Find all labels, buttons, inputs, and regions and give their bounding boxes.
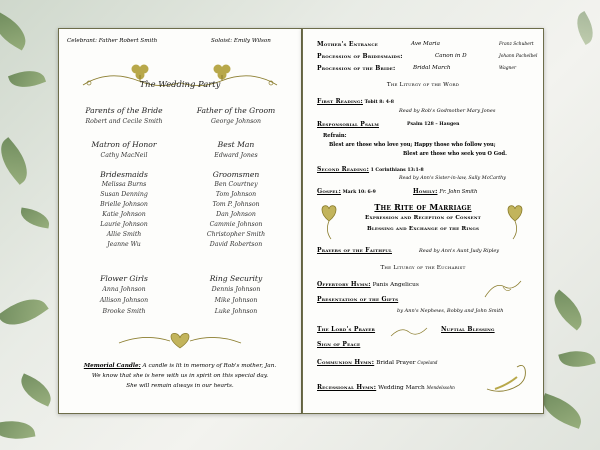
communion — [317, 359, 438, 366]
memorial-line1: A candle is lit in memory of Rob's mother, Jan. — [140, 363, 277, 369]
flower-girls-heading: Flower Girls — [100, 274, 148, 283]
ring-security-name: Mike Johnson — [214, 297, 258, 304]
prayers-label: Prayers of the Faithful — [317, 247, 392, 254]
bridesmaid-name: Allie Smith — [106, 231, 142, 238]
psalm — [317, 121, 379, 128]
bridesmaids-heading: Bridesmaids — [100, 170, 148, 179]
offertory-piece: Panis Angelicus — [372, 282, 419, 288]
celebrant: Celebrant: Father Robert Smith — [67, 38, 158, 44]
communion-piece: Bridal Prayer — [376, 360, 416, 366]
bride-procession-piece: Bridal March — [413, 65, 451, 71]
communion-label: Communion Hymn: — [317, 359, 375, 366]
nuptial-blessing: Nuptial Blessing — [441, 326, 495, 333]
mothers-entrance-composer: Franz Schubert — [499, 42, 534, 47]
rite-title: The Rite of Marriage — [374, 202, 472, 212]
refrain-line1: Blest are those who love you; Happy those who follow you; — [329, 142, 496, 148]
mothers-entrance-piece: Ave Maria — [411, 41, 440, 47]
ring-security-name: Dennis Johnson — [211, 286, 261, 293]
bridesmaid-name: Katie Johnson — [102, 211, 146, 218]
father-groom-name: George Johnson — [211, 118, 261, 125]
groomsman-name: Tom P. Johnson — [212, 201, 260, 208]
groomsman-name: Cammie Johnson — [209, 221, 263, 228]
flower-girl-name: Anna Johnson — [102, 286, 146, 293]
bridesmaid-name: Susan Denning — [100, 191, 148, 198]
wedding-party-title: The Wedding Party — [139, 79, 221, 89]
second-reading-reader: Read by Ann's Sister-in-law, Sally McCarthy — [399, 176, 506, 181]
bride-procession-composer: Wagner — [499, 66, 517, 71]
best-man-name: Edward Jones — [214, 152, 258, 159]
matron-heading: Matron of Honor — [91, 140, 157, 149]
bridesmaid-name: Jeanne Wu — [107, 241, 141, 248]
rite-sub2: Blessing and Exchange of the Rings — [366, 226, 480, 232]
bridesmaid-name: Brielle Johnson — [100, 201, 148, 208]
groomsman-name: Christopher Smith — [206, 231, 266, 238]
gospel — [317, 188, 376, 195]
presentation-by: by Ann's Nephews, Bobby and John Smith — [397, 308, 504, 314]
best-man-heading: Best Man — [217, 140, 255, 149]
liturgy-eucharist-heading: The Liturgy of the Eucharist — [380, 265, 466, 271]
offertory — [317, 281, 419, 288]
matron-name: Cathy MacNeil — [100, 152, 148, 159]
groomsman-name: Dan Johnson — [216, 211, 256, 218]
bell-flourish-icon — [481, 277, 525, 301]
bridesmaid-name: Laurie Johnson — [100, 221, 148, 228]
bridesmaids-procession-composer: Johann Pachelbel — [499, 54, 538, 59]
gospel-label: Gospel: — [317, 188, 341, 195]
lords-prayer: The Lord's Prayer — [317, 326, 376, 333]
recessional — [317, 384, 455, 391]
gospel-ref: Mark 10: 6-9 — [340, 190, 376, 195]
rite-sub1: Expression and Reception of Consent — [365, 215, 481, 221]
celtic-heart-divider — [115, 329, 245, 351]
groomsmen-heading: Groomsmen — [212, 170, 260, 179]
homily-label: Homily: — [413, 188, 438, 195]
flower-girl-name: Brooke Smith — [102, 308, 146, 315]
second-reading-ref: 1 Corinthians 13:1-8 — [369, 168, 424, 173]
parents-bride-names: Robert and Cecile Smith — [85, 118, 163, 125]
bride-procession-label: Procession of the Bride: — [317, 65, 396, 72]
first-reading-label: First Reading: — [317, 98, 363, 105]
sign-of-peace: Sign of Peace — [317, 341, 361, 348]
soloist: Soloist: Emily Wilson — [211, 38, 271, 44]
ring-security-heading: Ring Security — [209, 274, 263, 283]
parents-bride-heading: Parents of the Bride — [85, 106, 163, 115]
dove-flourish-icon — [389, 324, 429, 340]
prayers-faithful — [317, 247, 392, 254]
homily — [413, 188, 477, 195]
groomsman-name: Ben Courtney — [214, 181, 258, 188]
homily-by: Fr. John Smith — [439, 189, 478, 195]
bridesmaids-procession-label: Procession of Bridesmaids: — [317, 53, 403, 60]
second-reading-label: Second Reading: — [317, 166, 370, 173]
groomsman-name: David Robertson — [209, 241, 263, 248]
bridesmaids-procession-piece: Canon in D — [435, 53, 467, 59]
recessional-label: Recessional Hymn: — [317, 384, 377, 391]
presentation-label: Presentation of the Gifts — [317, 296, 399, 303]
refrain-label: Refrain: — [323, 133, 347, 139]
flower-girl-name: Allison Johnson — [99, 297, 149, 304]
memorial-line2: We know that she is here with us in spirit on this special day. — [91, 373, 269, 379]
first-reading-reader: Read by Rob's Godmother Mary Jones — [399, 108, 496, 114]
left-page — [58, 28, 302, 414]
groomsman-name: Tom Johnson — [215, 191, 257, 198]
right-page — [302, 28, 544, 414]
memorial-label: Memorial Candle: — [83, 363, 141, 369]
second-reading — [317, 166, 424, 173]
father-groom-heading: Father of the Groom — [196, 106, 276, 115]
psalm-label: Responsorial Psalm — [317, 121, 379, 128]
presentation — [317, 296, 398, 303]
swan-flourish-icon — [483, 359, 533, 397]
first-reading-ref: Tobit 8: 4-8 — [362, 100, 395, 105]
communion-composer: Copeland — [417, 360, 438, 365]
recessional-composer: Mendelssohn — [426, 385, 455, 390]
ring-security-name: Luke Johnson — [214, 308, 258, 315]
first-reading — [317, 98, 394, 105]
liturgy-word-heading: The Liturgy of the Word — [386, 82, 460, 88]
refrain-line2: Blest are those who seek you O God. — [403, 151, 507, 157]
prayers-reader: Read by Ann's Aunt Judy Ripley — [419, 248, 500, 254]
memorial-paragraph — [59, 363, 301, 369]
mothers-entrance-label: Mother's Entrance — [317, 41, 378, 48]
offertory-label: Offertory Hymn: — [317, 281, 371, 288]
memorial-line3: She will remain always in our hearts. — [126, 383, 234, 389]
psalm-ref: Psalm 128 – Haugen — [407, 122, 460, 127]
bridesmaid-name: Melissa Burns — [101, 181, 147, 188]
recessional-piece: Wedding March — [378, 385, 425, 391]
